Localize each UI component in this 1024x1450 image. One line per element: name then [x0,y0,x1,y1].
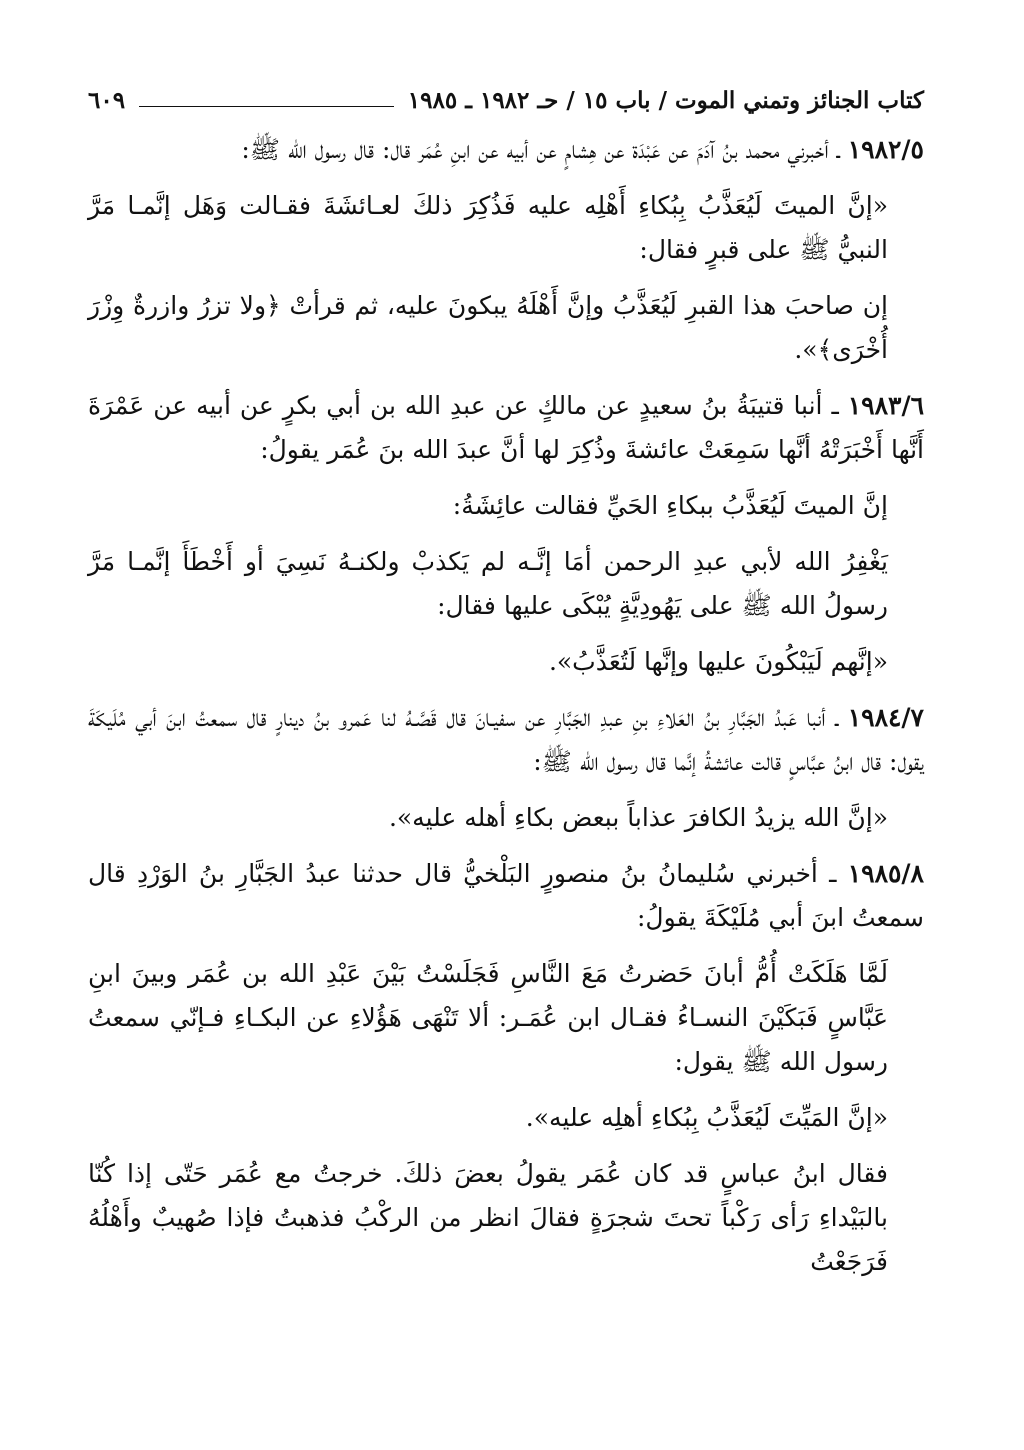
hadith-1985-isnad [88,852,924,940]
hadith-1983-text-2: يَغْفِرُ الله لأبي عبدِ الرحمن أمَا إنَّـه لم يَكذبْ ولكنـهُ نَسِيَ أو أَخْطَأَ إنَّمـا مَرَّ رسولُ الله ﷺ على يَهُودِيَّةٍ يُبْكَى عليها فقال: [88,547,888,620]
hadith-1983-number: ١٩٨٣/٦ [847,391,925,420]
header-rule [139,106,394,107]
hadith-1984-text-1: «إنَّ الله يزيدُ الكافرَ عذاباً ببعض بكاءِ أهله عليه». [388,803,888,832]
hadith-1985-text-1: لَمَّا هَلَكَتْ أُمُّ أبانَ حَضرتُ مَعَ النَّاسِ فَجَلَسْتُ بَيْنَ عَبْدِ الله بن عُمَر وبينَ ابنِ عَبَّاسٍ فَبَكَيْنَ النسـاءُ فقـال ابن عُمَـر: ألا تَنْهَى هَؤُلاءِ عن البكـاءِ فـإنّي سمعتُ رسول الله ﷺ يقول: [88,959,888,1076]
hadith-1984-number: ١٩٨٤/٧ [847,703,924,732]
hadith-1983-isnad [88,384,924,472]
hadith-1982-text-1: «إنَّ الميتَ لَيُعَذَّبُ بِبُكاءِ أَهْلِه عليه فَذُكِرَ ذلكَ لعـائشَةَ فقـالت وَهَل إنَّمـا مَرَّ النبيُّ ﷺ على قبرٍ فقال: [88,191,888,264]
hadith-1982-isnad [88,128,924,172]
hadith-1985-text-3: فقال ابنُ عباسٍ قد كان عُمَر يقولُ بعضَ ذلكَ. خرجتُ مع عُمَر حَتّى إذا كُنّا بالبَيْداءِ رَأى رَكْباً تحتَ شجرَةٍ فقالَ انظر من الركْبُ فذهبتُ فإذا صُهيبٌ وأَهْلُهُ فَرَجَعْتُ [88,1159,888,1276]
header-title: كتاب الجنائز وتمني الموت / باب ١٥ / حـ ١٩٨٢ ـ ١٩٨٥ [407,86,924,114]
hadith-1982-number: ١٩٨٢/٥ [847,135,924,164]
hadith-1984-isnad [88,696,924,784]
hadith-1983-isnad-text: ـ أنبا قتيبَةُ بنُ سعيدٍ عن مالكٍ عن عبدِ الله بن أبي بكرٍ عن أبيه عن عَمْرَةَ أَنَّها أَخْبَرَتْهُ أنَّها سَمِعَتْ عائشةَ وذُكِرَ لها أنَّ عبدَ الله بنَ عُمَر يقولُ: [88,391,924,464]
hadith-1985-number: ١٩٨٥/٨ [847,859,924,888]
hadith-1983-text-1: إنَّ الميتَ لَيُعَذَّبُ ببكاءِ الحَيِّ فقالت عائِشَةُ: [452,491,888,520]
hadith-1984-isnad-text: ـ أنبا عَبدُ الجَبَّارِ بنُ العَلاءِ بنِ عبدِ الجَبَّارِ عن سفيـانَ قال قَصَّـهُ لنا عَمرو بنُ دينارٍ قال سمعتُ ابنَ أبي مُلَيكَةَ يقول: قال ابنُ عبَّاسٍ قالت عائشةُ إنَّما قال رسول الله ﷺ: [88,703,924,776]
book-page [88,78,924,1284]
hadith-1983-text-3: «إنَّهم لَيَبْكُونَ عليها وإنَّها لَتُعَذَّبُ». [548,647,888,676]
hadith-1985-text-2: «إنَّ المَيِّتَ لَيُعَذَّبُ بِبُكاءِ أهلِه عليه». [525,1103,888,1132]
hadith-1982-text-2: إن صاحبَ هذا القبرِ لَيُعَذَّبُ وإنَّ أَهْلَهُ يبكونَ عليه، ثم قرأتْ ﴿ولا تزرُ وازرةٌ وِزْرَ أُخْرَى﴾». [88,291,888,364]
running-header [88,78,924,122]
page-number: ٦٠٩ [88,86,126,114]
hadith-1982-isnad-text: ـ أخبرني محمد بنُ آدَمَ عن عَبْدَة عن هِشامٍ عن أبيه عن ابنِ عُمَر قال: قال رسول الله ﷺ: [241,135,840,164]
hadith-1985-isnad-text: ـ أخبرني سُليمانُ بنُ منصورٍ البَلْخيُّ قال حدثنا عبدُ الجَبَّارِ بنُ الوَرْدِ قال سمعتُ ابنَ أبي مُلَيْكَةَ يقولُ: [88,859,924,932]
